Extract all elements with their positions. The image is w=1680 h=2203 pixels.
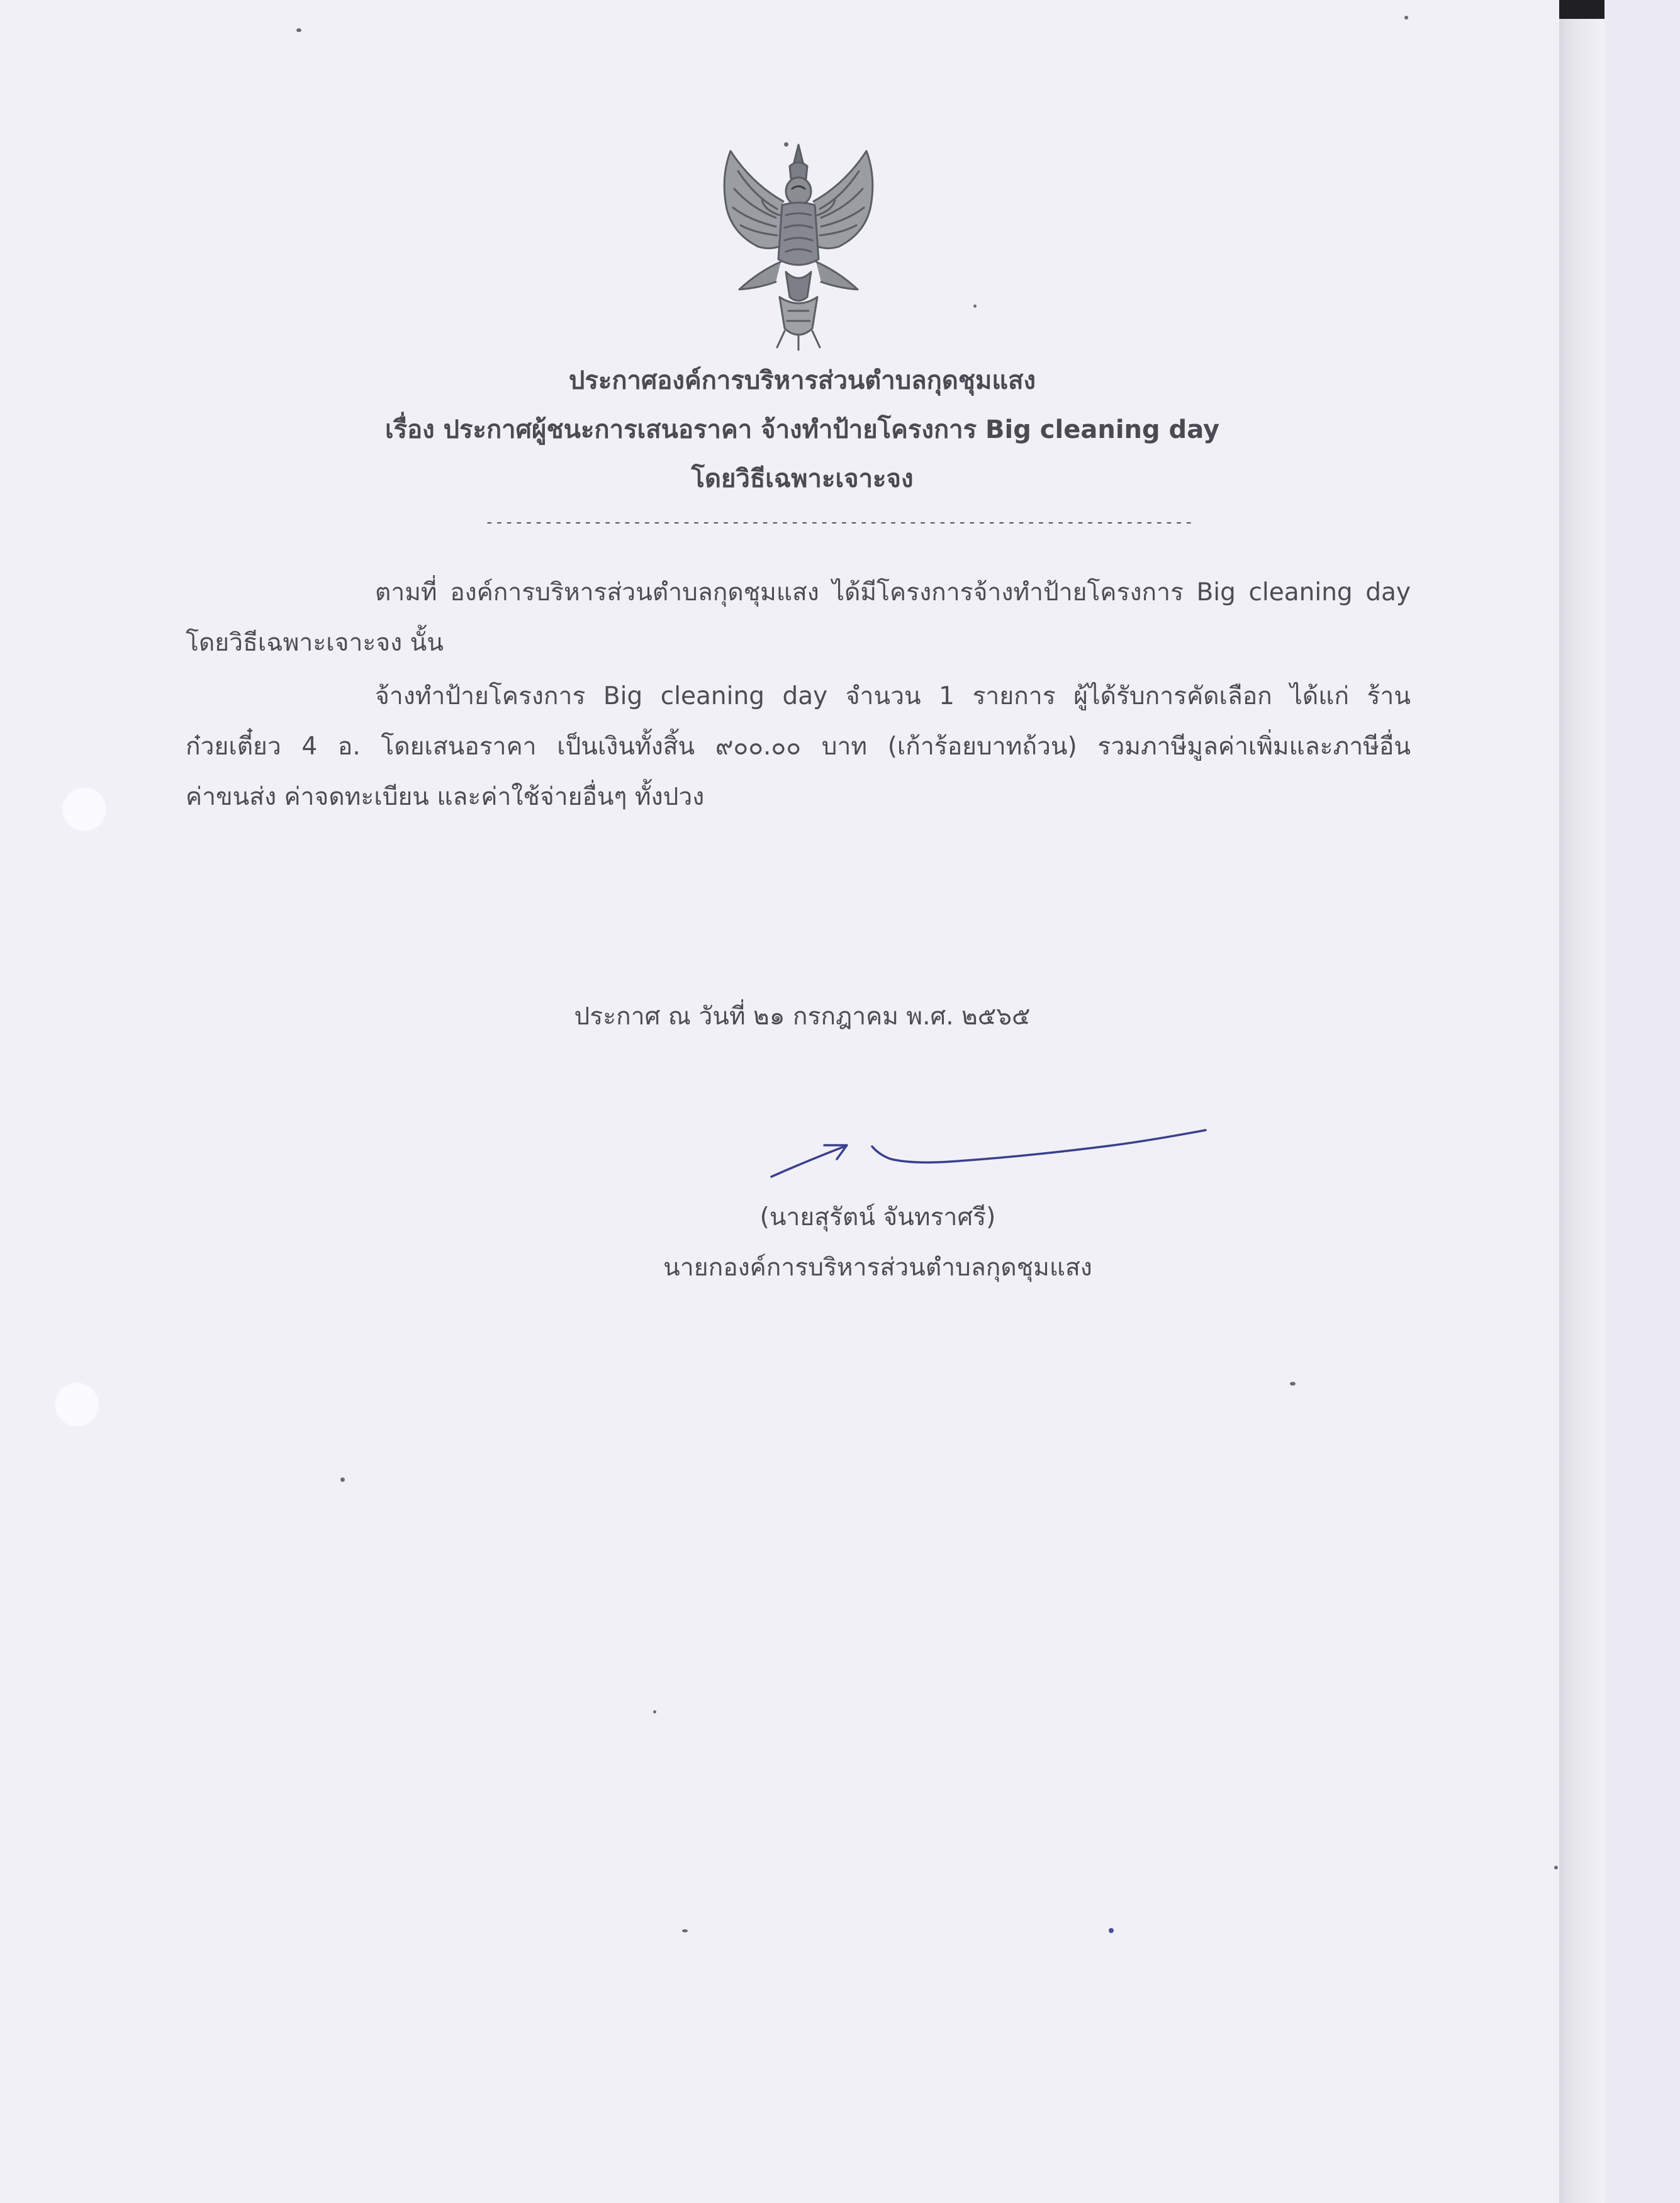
paragraph-2-line-1: จ้างทำป้ายโครงการ Big cleaning day จำนวน 1 รายการ ผู้ได้รับการคัดเลือก ได้แก่ ร้าน (375, 682, 1411, 710)
scan-speck (1109, 1928, 1114, 1933)
paragraph-1-line-2: โดยวิธีเฉพาะเจาะจง นั้น (186, 629, 444, 657)
paragraph-2-line-2: ก๋วยเตี๋ยว 4 อ. โดยเสนอราคา เป็นเงินทั้งสิ้น ๙๐๐.๐๐ บาท (เก้าร้อยบาทถ้วน) รวมภาษีมูลค่าเพิ่มและภาษีอื่น (186, 732, 1411, 761)
announcement-title: ประกาศองค์การบริหารส่วนตำบลกุดชุมแสง (568, 366, 1036, 395)
punch-hole-bottom (54, 1382, 99, 1427)
scan-speck (1290, 1382, 1296, 1386)
punch-hole-top (62, 787, 107, 832)
signer-position: นายกองค์การบริหารส่วนตำบลกุดชุมแสง (663, 1253, 1092, 1282)
scan-speck (973, 305, 977, 308)
garuda-emblem-icon (702, 140, 895, 350)
page-edge-shadow (1559, 0, 1604, 2203)
paragraph-1-line-1: ตามที่ องค์การบริหารส่วนตำบลกุดชุมแสง ได้มีโครงการจ้างทำป้ายโครงการ Big cleaning day (375, 578, 1411, 607)
scan-speck (1554, 1866, 1558, 1869)
scan-speck (682, 1929, 688, 1932)
paragraph-2-line-3: ค่าขนส่ง ค่าจดทะเบียน และค่าใช้จ่ายอื่นๆ ทั้งปวง (186, 783, 705, 811)
scan-speck (1404, 16, 1408, 20)
handwritten-signature (761, 1120, 1214, 1189)
scan-speck (296, 28, 301, 32)
separator-line: ------------------------------------------------------------------------ (484, 513, 1194, 532)
signer-name: (นายสุรัตน์ จันทราศรี) (759, 1203, 996, 1231)
announcement-method: โดยวิธีเฉพาะเจาะจง (691, 464, 914, 493)
scan-speck (340, 1477, 345, 1482)
scan-speck (653, 1710, 656, 1713)
scan-border (1559, 0, 1604, 19)
announcement-date: ประกาศ ณ วันที่ ๒๑ กรกฎาคม พ.ศ. ๒๕๖๕ (574, 1002, 1031, 1031)
scan-speck (784, 142, 788, 147)
announcement-subject: เรื่อง ประกาศผู้ชนะการเสนอราคา จ้างทำป้ายโครงการ Big cleaning day (384, 415, 1220, 444)
